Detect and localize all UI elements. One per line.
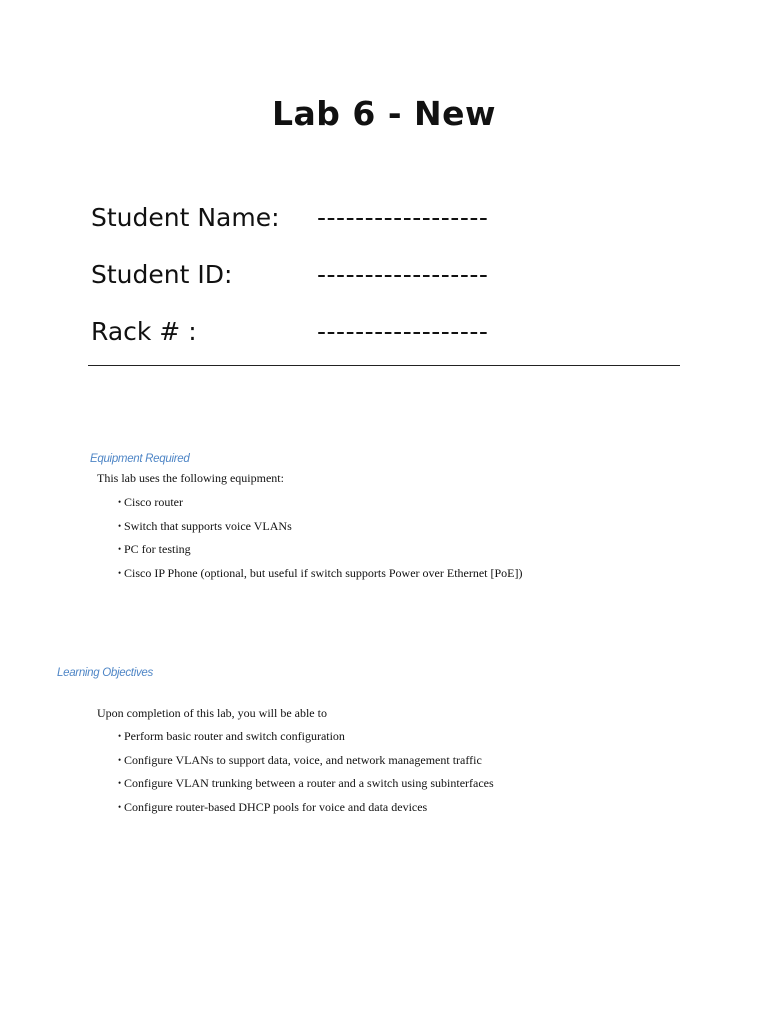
list-item — [118, 494, 523, 518]
objective-item-text: Configure VLAN trunking between a router and a switch using subinterfaces — [124, 776, 494, 790]
equipment-intro: This lab uses the following equipment: — [97, 471, 284, 485]
equipment-item-text: Switch that supports voice VLANs — [124, 518, 292, 533]
list-item — [118, 752, 494, 776]
bullet-icon: • — [118, 754, 122, 765]
objective-item-text: Perform basic router and switch configuration — [124, 729, 345, 743]
student-id-label: Student ID: — [91, 260, 233, 289]
student-id-value: ------------------ — [317, 260, 489, 289]
objectives-intro: Upon completion of this lab, you will be able to — [97, 706, 327, 720]
bullet-icon: • — [118, 778, 122, 788]
objective-item-text: Configure router-based DHCP pools for voice and data devices — [124, 799, 428, 814]
page-title: Lab 6 - New — [271, 94, 497, 133]
equipment-item-text: Cisco IP Phone (optional, but useful if switch supports Power over Ethernet [PoE]) — [124, 565, 523, 580]
objectives-heading: Learning Objectives — [57, 667, 153, 679]
bullet-icon: • — [118, 544, 122, 554]
bullet-icon: • — [118, 731, 122, 741]
equipment-item-text: Cisco router — [124, 495, 183, 509]
header-divider — [88, 365, 680, 366]
rack-number-value: ------------------ — [317, 317, 489, 346]
list-item — [118, 541, 523, 565]
equipment-heading: Equipment Required — [90, 453, 190, 465]
list-item — [118, 799, 494, 823]
equipment-item-text: PC for testing — [124, 542, 191, 556]
bullet-icon: • — [118, 567, 122, 578]
rack-number-label: Rack # : — [91, 317, 197, 346]
objective-item-text: Configure VLANs to support data, voice, and network management traffic — [124, 752, 482, 767]
objectives-list — [118, 728, 494, 822]
list-item — [118, 728, 494, 752]
student-name-value: ------------------ — [317, 203, 489, 232]
bullet-icon: • — [118, 520, 122, 531]
equipment-list — [118, 494, 523, 588]
bullet-icon: • — [118, 497, 122, 507]
list-item — [118, 518, 523, 542]
list-item — [118, 565, 523, 589]
list-item — [118, 775, 494, 799]
student-name-label: Student Name: — [91, 203, 280, 232]
bullet-icon: • — [118, 801, 122, 812]
